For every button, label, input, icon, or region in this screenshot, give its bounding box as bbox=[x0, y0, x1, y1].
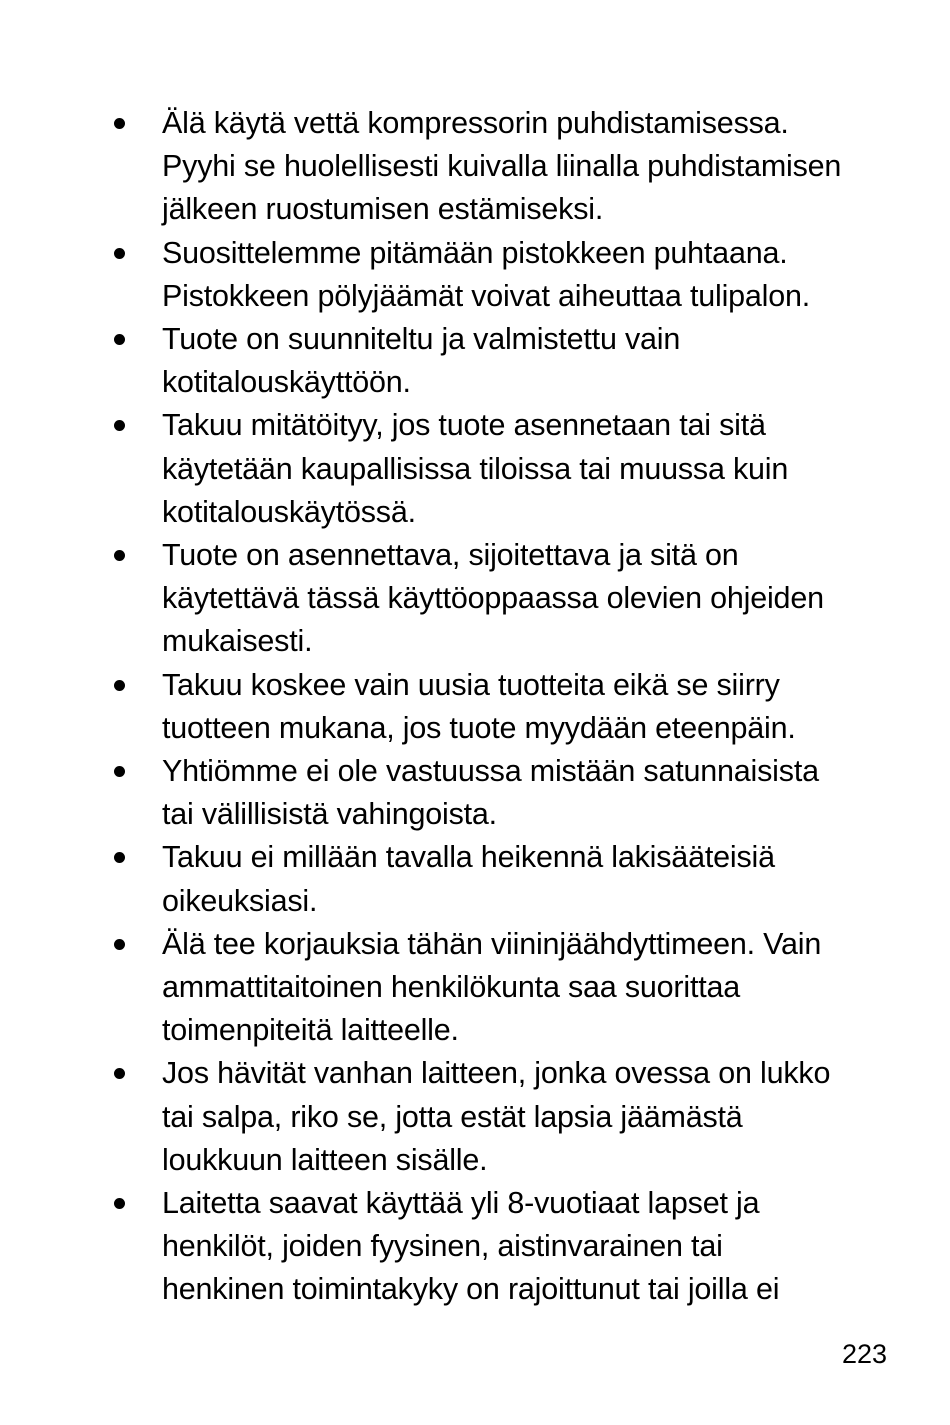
bullet-icon bbox=[114, 939, 125, 950]
list-item-text-line: loukkuun laitteen sisälle. bbox=[162, 1142, 488, 1177]
list-item-text-line: Tuote on asennettava, sijoitettava ja sitä on bbox=[162, 538, 739, 573]
bullet-icon bbox=[114, 852, 125, 863]
bullet-icon bbox=[114, 118, 125, 129]
list-item-text-line: toimenpiteitä laitteelle. bbox=[162, 1013, 459, 1048]
list-item bbox=[110, 923, 900, 1053]
safety-instructions-list bbox=[110, 102, 900, 1312]
list-item-text-line: Jos hävität vanhan laitteen, jonka ovessa on lukko bbox=[162, 1056, 831, 1091]
list-item bbox=[110, 1182, 900, 1312]
list-item-text-line: Yhtiömme ei ole vastuussa mistään satunnaisista bbox=[162, 754, 819, 789]
list-item-text-line: kotitalouskäyttöön. bbox=[162, 365, 411, 400]
list-item bbox=[110, 102, 900, 232]
list-item bbox=[110, 232, 900, 318]
list-item-text-line: jälkeen ruostumisen estämiseksi. bbox=[162, 192, 604, 227]
list-item bbox=[110, 836, 900, 922]
list-item-text-line: Pistokkeen pölyjäämät voivat aiheuttaa tulipalon. bbox=[162, 278, 811, 313]
list-item-text-line: Suosittelemme pitämään pistokkeen puhtaana. bbox=[162, 235, 788, 270]
list-item bbox=[110, 534, 900, 664]
list-item bbox=[110, 1052, 900, 1182]
list-item-text-line: kotitalouskäytössä. bbox=[162, 494, 416, 529]
list-item bbox=[110, 404, 900, 534]
list-item-text-line: Takuu koskee vain uusia tuotteita eikä se siirry bbox=[162, 667, 780, 702]
list-item-text-line: oikeuksiasi. bbox=[162, 883, 318, 918]
bullet-icon bbox=[114, 1198, 125, 1209]
list-item-text-line: Takuu ei millään tavalla heikennä lakisääteisiä bbox=[162, 840, 775, 875]
bullet-icon bbox=[114, 680, 125, 691]
bullet-icon bbox=[114, 420, 125, 431]
list-item-text-line: henkilöt, joiden fyysinen, aistinvarainen tai bbox=[162, 1229, 723, 1264]
bullet-icon bbox=[114, 550, 125, 561]
list-item-text-line: käytetään kaupallisissa tiloissa tai muussa kuin bbox=[162, 451, 789, 486]
list-item-text-line: ammattitaitoinen henkilökunta saa suorittaa bbox=[162, 970, 741, 1005]
list-item-text-line: Älä tee korjauksia tähän viininjäähdyttimeen. Vain bbox=[162, 926, 822, 961]
list-item-text-line: mukaisesti. bbox=[162, 624, 313, 659]
bullet-icon bbox=[114, 1068, 125, 1079]
list-item bbox=[110, 750, 900, 836]
page-number: 223 bbox=[841, 1339, 887, 1369]
list-item bbox=[110, 318, 900, 404]
bullet-icon bbox=[114, 334, 125, 345]
list-item-text-line: Pyyhi se huolellisesti kuivalla liinalla puhdistamisen bbox=[162, 149, 842, 184]
list-item-text-line: tai välillisistä vahingoista. bbox=[162, 797, 497, 832]
list-item-text-line: tuotteen mukana, jos tuote myydään eteenpäin. bbox=[162, 710, 796, 745]
bullet-icon bbox=[114, 248, 125, 259]
list-item-text-line: Laitetta saavat käyttää yli 8-vuotiaat lapset ja bbox=[162, 1186, 760, 1221]
list-item-text-line: Älä käytä vettä kompressorin puhdistamisessa. bbox=[162, 106, 789, 140]
bullet-icon bbox=[114, 766, 125, 777]
list-item-text-line: käytettävä tässä käyttöoppaassa olevien ohjeiden bbox=[162, 581, 824, 616]
list-item bbox=[110, 664, 900, 750]
list-item-text-line: tai salpa, riko se, jotta estät lapsia jäämästä bbox=[162, 1099, 743, 1134]
list-item-text-line: Tuote on suunniteltu ja valmistettu vain bbox=[162, 322, 681, 357]
list-item-text-line: Takuu mitätöityy, jos tuote asennetaan tai sitä bbox=[162, 408, 766, 443]
list-item-text-line: henkinen toimintakyky on rajoittunut tai joilla ei bbox=[162, 1272, 780, 1307]
